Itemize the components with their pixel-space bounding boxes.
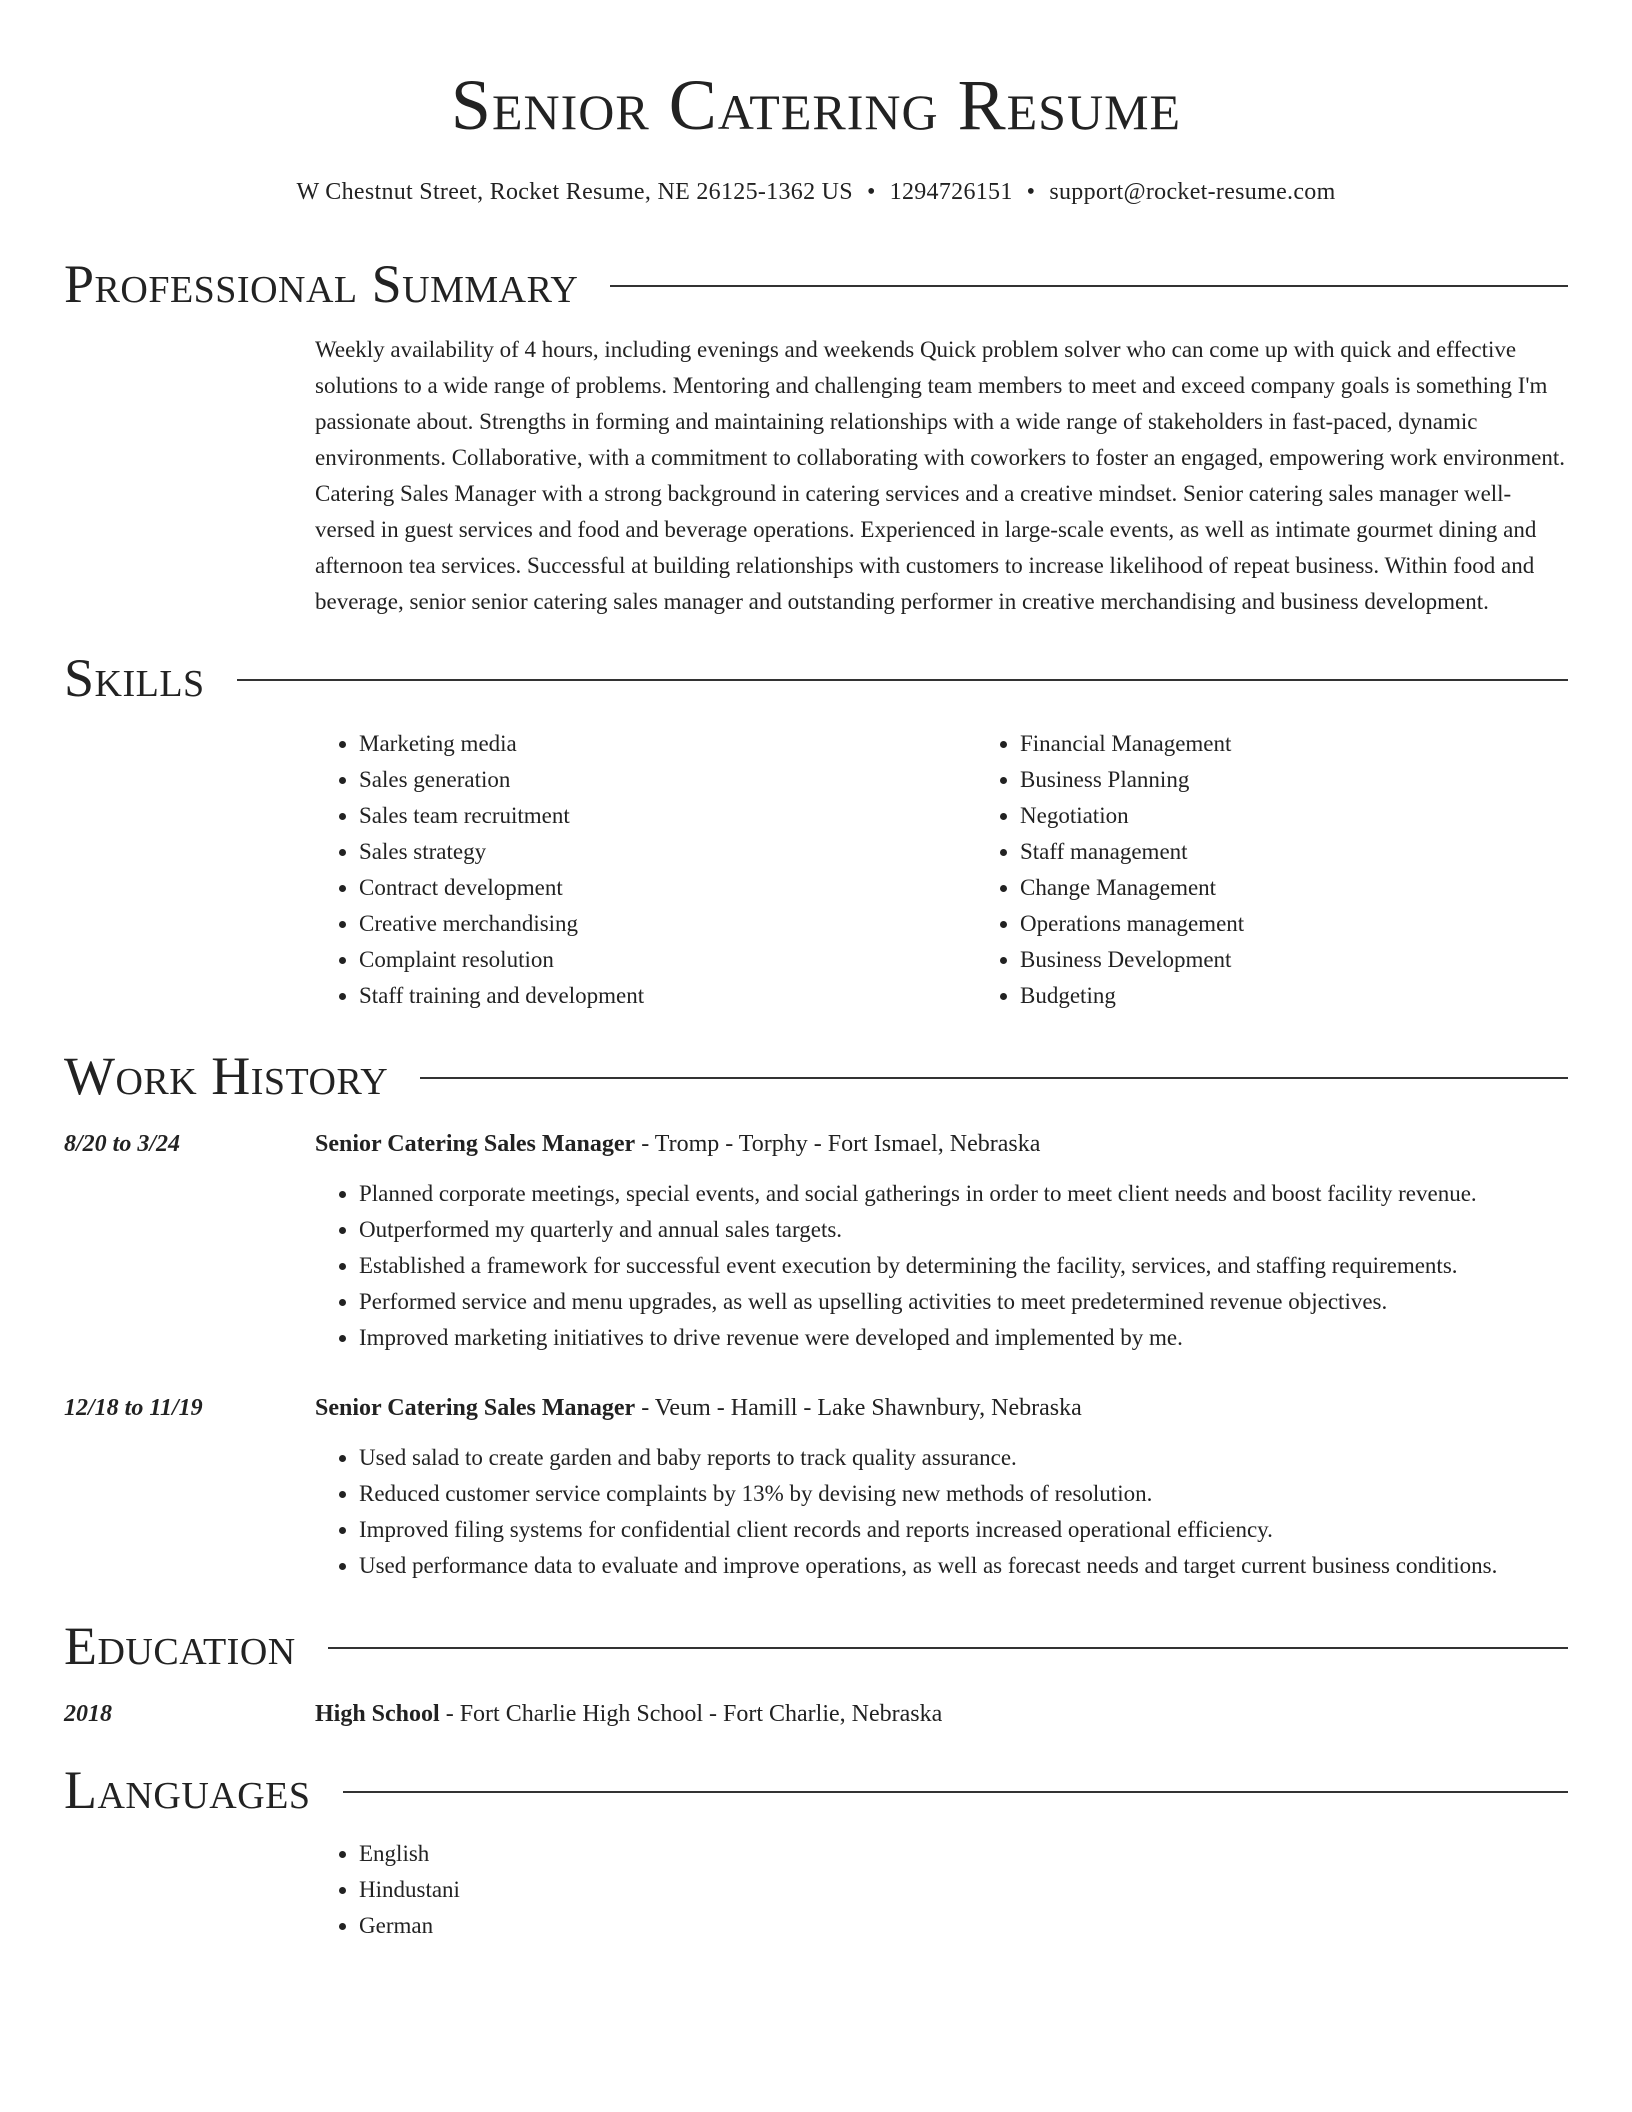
job-bullet: • Used performance data to evaluate and improve operations, as well as forecast needs and target current business conditions. <box>359 1548 1568 1584</box>
job-bullets <box>315 1176 1568 1356</box>
job-bullet: • Improved filing systems for confidential client records and reports increased operational efficiency. <box>359 1512 1568 1548</box>
job-bullet: • Reduced customer service complaints by 13% by devising new methods of resolution. <box>359 1476 1568 1512</box>
job-dates: 8/20 to 3/24 <box>64 1131 181 1157</box>
section-heading-languages <box>64 1758 1568 1822</box>
divider <box>610 285 1568 287</box>
job-title: Senior Catering Sales Manager <box>315 1395 636 1421</box>
skills-columns <box>315 726 1632 1014</box>
job-bullet: • Established a framework for successful event execution by determining the facility, services, and staffing requirements. <box>359 1248 1568 1284</box>
separator: • <box>1026 179 1036 205</box>
resume-title: Senior Catering Resume <box>450 65 1182 145</box>
education-line <box>315 1696 1568 1732</box>
section-heading-work <box>64 1044 1568 1108</box>
skill-item: • Financial Management <box>1020 726 1632 762</box>
contact-line <box>64 176 1568 208</box>
resume-page <box>64 0 1568 1944</box>
skills-list-right <box>976 726 1632 1014</box>
education-school: - Fort Charlie High School - Fort Charlie, Nebraska <box>439 1701 943 1727</box>
job-bullet: • Used salad to create garden and baby reports to track quality assurance. <box>359 1440 1568 1476</box>
section-heading-summary <box>64 252 1568 316</box>
language-item: • Hindustani <box>359 1872 1568 1908</box>
summary-text: Weekly availability of 4 hours, including evenings and weekends Quick problem solver who can come up with quick and effective solutions to a wide range of problems. Mentoring and challenging team members to meet and exceed company goals is something I'm passionate about. Strengths in forming and maintaining relationships with a wide range of stakeholders in fast-paced, dynamic environments. Collaborative, with a commitment to collaborating with coworkers to foster an engaged, empowering work environment. Catering Sales Manager with a strong background in catering services and a creative mindset. Senior catering sales manager well-versed in guest services and food and beverage operations. Experienced in large-scale events, as well as intimate gourmet dining and afternoon tea services. Successful at building relationships with customers to increase likelihood of repeat business. Within food and beverage, senior senior catering sales manager and outstanding performer in creative merchandising and business development. <box>315 337 1565 614</box>
skill-item: • Sales team recruitment <box>359 798 976 834</box>
skills-row <box>64 726 1568 1014</box>
education-entry <box>64 1696 1568 1732</box>
skill-item: • Complaint resolution <box>359 942 976 978</box>
skill-item: • Sales strategy <box>359 834 976 870</box>
job-bullet: • Improved marketing initiatives to drive revenue were developed and implemented by me. <box>359 1320 1568 1356</box>
summary-row <box>64 332 1568 620</box>
skill-item: • Budgeting <box>1020 978 1632 1014</box>
language-item: • English <box>359 1836 1568 1872</box>
job-title-line <box>315 1390 1568 1426</box>
job-bullet: • Outperformed my quarterly and annual sales targets. <box>359 1212 1568 1248</box>
summary-heading: Professional Summary <box>64 254 579 314</box>
skill-item: • Contract development <box>359 870 976 906</box>
skill-item: • Operations management <box>1020 906 1632 942</box>
divider <box>328 1647 1568 1649</box>
section-heading-education <box>64 1614 1568 1678</box>
section-heading-skills <box>64 646 1568 710</box>
phone: 1294726151 <box>889 179 1013 205</box>
education-degree: High School <box>315 1701 440 1727</box>
language-item: • German <box>359 1908 1568 1944</box>
job-title-line <box>315 1126 1568 1162</box>
skills-heading: Skills <box>64 648 205 708</box>
job-employer: - Veum - Hamill - Lake Shawnbury, Nebraska <box>635 1395 1082 1421</box>
address: W Chestnut Street, Rocket Resume, NE 26125-1362 US <box>296 179 853 205</box>
job-entry <box>64 1390 1568 1584</box>
languages-row <box>64 1836 1568 1944</box>
work-heading: Work History <box>64 1046 389 1106</box>
skill-item: • Change Management <box>1020 870 1632 906</box>
languages-list <box>315 1836 1568 1944</box>
skill-item: • Business Development <box>1020 942 1632 978</box>
skills-list-left <box>315 726 976 1014</box>
job-title: Senior Catering Sales Manager <box>315 1131 636 1157</box>
skill-item: • Marketing media <box>359 726 976 762</box>
divider <box>420 1077 1568 1079</box>
job-bullets <box>315 1440 1568 1584</box>
education-heading: Education <box>64 1616 296 1676</box>
skill-item: • Sales generation <box>359 762 976 798</box>
divider <box>343 1791 1569 1793</box>
skill-item: • Staff training and development <box>359 978 976 1014</box>
skill-item: • Staff management <box>1020 834 1632 870</box>
divider <box>237 679 1568 681</box>
education-year: 2018 <box>64 1701 112 1727</box>
skill-item: • Negotiation <box>1020 798 1632 834</box>
skill-item: • Creative merchandising <box>359 906 976 942</box>
skill-item: • Business Planning <box>1020 762 1632 798</box>
separator: • <box>866 179 876 205</box>
job-bullet: • Planned corporate meetings, special events, and social gatherings in order to meet client needs and boost facility revenue. <box>359 1176 1568 1212</box>
job-dates: 12/18 to 11/19 <box>64 1395 203 1421</box>
job-employer: - Tromp - Torphy - Fort Ismael, Nebraska <box>635 1131 1041 1157</box>
job-bullet: • Performed service and menu upgrades, as well as upselling activities to meet predetermined revenue objectives. <box>359 1284 1568 1320</box>
job-entry <box>64 1126 1568 1356</box>
languages-heading: Languages <box>64 1760 311 1820</box>
email-link[interactable]: support@rocket-resume.com <box>1049 179 1336 205</box>
